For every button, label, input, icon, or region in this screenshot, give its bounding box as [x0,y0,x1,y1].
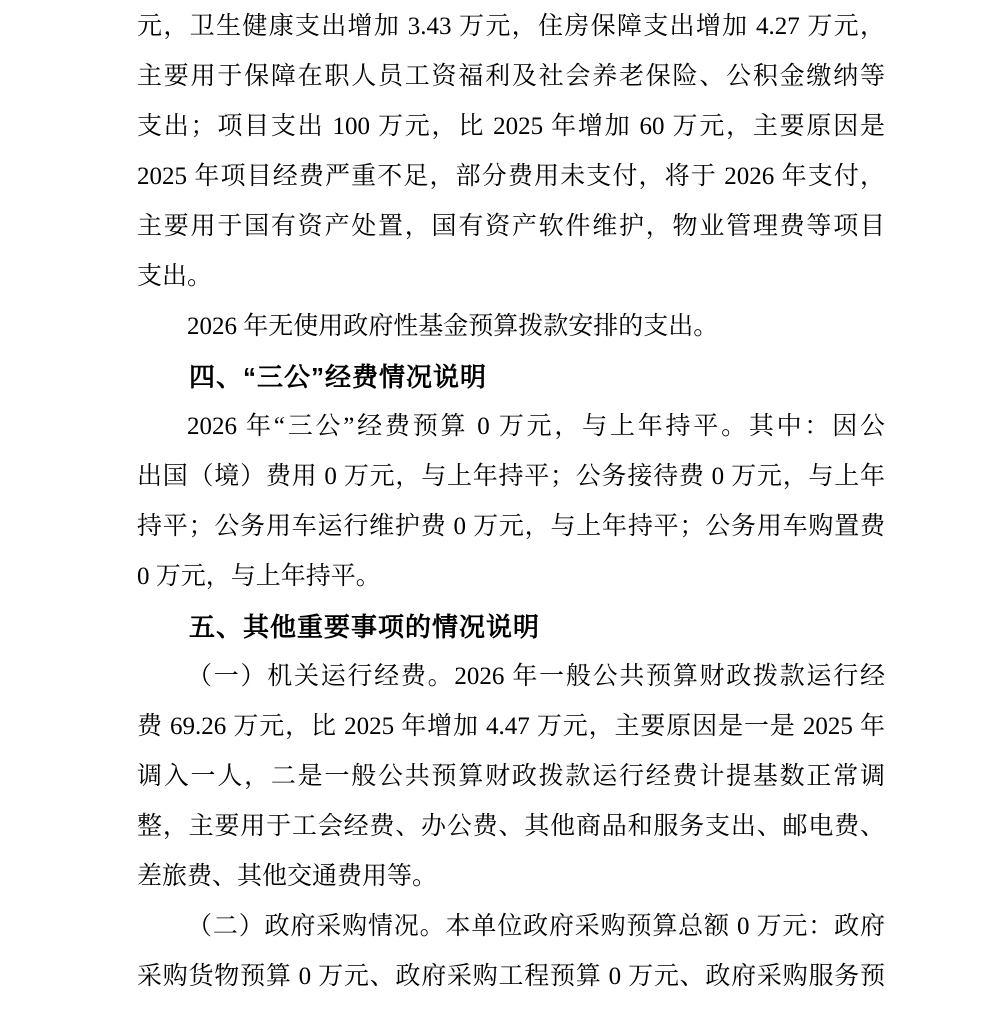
body-line: 差旅费、其他交通费用等。 [137,863,438,890]
body-line: 整，主要用于工会经费、办公费、其他商品和服务支出、邮电费、 [137,813,885,840]
section-heading-other-important-matters: 五、其他重要事项的情况说明 [189,612,541,642]
body-line: 持平；公务用车运行维护费 0 万元，与上年持平；公务用车购置费 [137,513,885,540]
body-line: 支出。 [137,263,213,290]
body-line: 元，卫生健康支出增加 3.43 万元，住房保障支出增加 4.27 万元， [137,13,885,40]
body-line: 主要用于保障在职人员工资福利及社会养老保险、公积金缴纳等 [137,63,885,90]
body-line: 调入一人，二是一般公共预算财政拨款运行经费计提基数正常调 [137,763,885,790]
body-line: 支出；项目支出 100 万元，比 2025 年增加 60 万元，主要原因是 [137,113,885,140]
body-line: 出国（境）费用 0 万元，与上年持平；公务接待费 0 万元，与上年 [137,463,885,490]
body-line: （二）政府采购情况。本单位政府采购预算总额 0 万元：政府 [187,913,885,940]
body-line: 2026 年无使用政府性基金预算拨款安排的支出。 [187,313,719,340]
body-line: 0 万元，与上年持平。 [137,563,381,590]
section-heading-three-public-funds: 四、“三公”经费情况说明 [189,362,488,392]
body-line: 费 69.26 万元，比 2025 年增加 4.47 万元，主要原因是一是 2025 年 [137,713,885,740]
body-line: 2025 年项目经费严重不足，部分费用未支付，将于 2026 年支付， [137,163,885,190]
body-line: 采购货物预算 0 万元、政府采购工程预算 0 万元、政府采购服务预 [137,963,885,990]
body-line: （一）机关运行经费。2026 年一般公共预算财政拨款运行经 [187,663,885,690]
body-line: 主要用于国有资产处置，国有资产软件维护，物业管理费等项目 [137,213,885,240]
body-line: 2026 年“三公”经费预算 0 万元，与上年持平。其中：因公 [187,413,885,440]
